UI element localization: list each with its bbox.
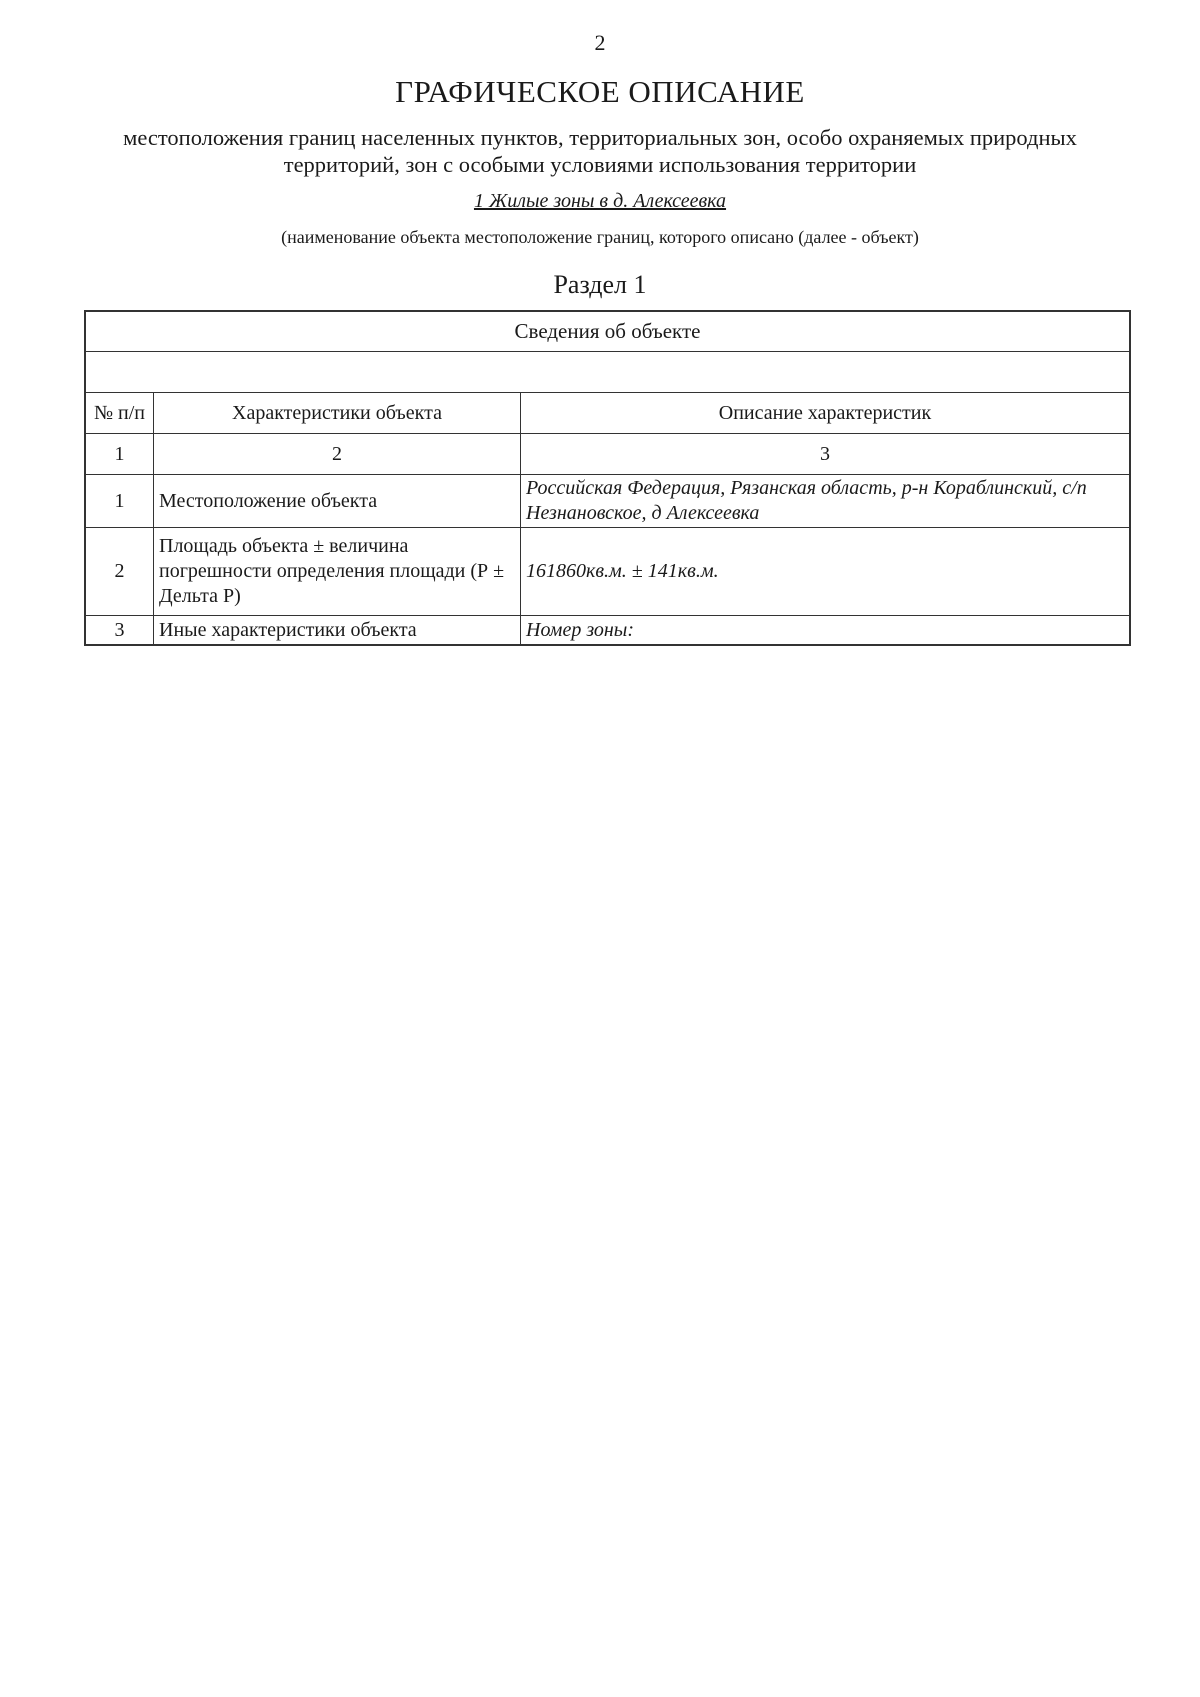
table-caption: Сведения об объекте xyxy=(85,311,1130,352)
section-title: Раздел 1 xyxy=(553,270,647,299)
document-subtitle: местоположения границ населенных пунктов, территориальных зон, особо охраняемых природных территорий, зон с особыми условиями использования территории xyxy=(123,125,1077,177)
column-number-1: 1 xyxy=(85,434,154,475)
row-characteristic: Площадь объекта ± величина погрешности определения площади (Р ± Дельта Р) xyxy=(154,528,521,616)
row-characteristic: Иные характеристики объекта xyxy=(154,616,521,646)
object-name-text: 1 Жилые зоны в д. Алексеевка xyxy=(473,190,727,212)
row-num: 1 xyxy=(85,475,154,528)
table-row xyxy=(85,475,1130,528)
row-num: 3 xyxy=(85,616,154,646)
table-caption-row xyxy=(85,311,1130,352)
header-description: Описание характеристик xyxy=(521,393,1131,434)
page-number: 2 xyxy=(594,30,606,55)
row-value: Номер зоны: xyxy=(521,616,1131,646)
table-row xyxy=(85,616,1130,646)
row-value: Российская Федерация, Рязанская область, р-н Кораблинский, с/п Незнановское, д Алексеевка xyxy=(521,475,1131,528)
header-num: № п/п xyxy=(85,393,154,434)
column-number-3: 3 xyxy=(521,434,1131,475)
table-empty-cell xyxy=(85,352,1130,393)
object-caption: (наименование объекта местоположение границ, которого описано (далее - объект) xyxy=(281,227,919,247)
row-num: 2 xyxy=(85,528,154,616)
column-number-2: 2 xyxy=(154,434,521,475)
table-empty-row xyxy=(85,352,1130,393)
object-name xyxy=(0,190,1200,213)
table-column-numbers-row xyxy=(85,434,1130,475)
table-row xyxy=(85,528,1130,616)
row-characteristic: Местоположение объекта xyxy=(154,475,521,528)
table-header-row xyxy=(85,393,1130,434)
row-value: 161860кв.м. ± 141кв.м. xyxy=(521,528,1131,616)
document-title: ГРАФИЧЕСКОЕ ОПИСАНИЕ xyxy=(395,74,805,109)
object-info-table xyxy=(84,310,1131,646)
header-characteristic: Характеристики объекта xyxy=(154,393,521,434)
